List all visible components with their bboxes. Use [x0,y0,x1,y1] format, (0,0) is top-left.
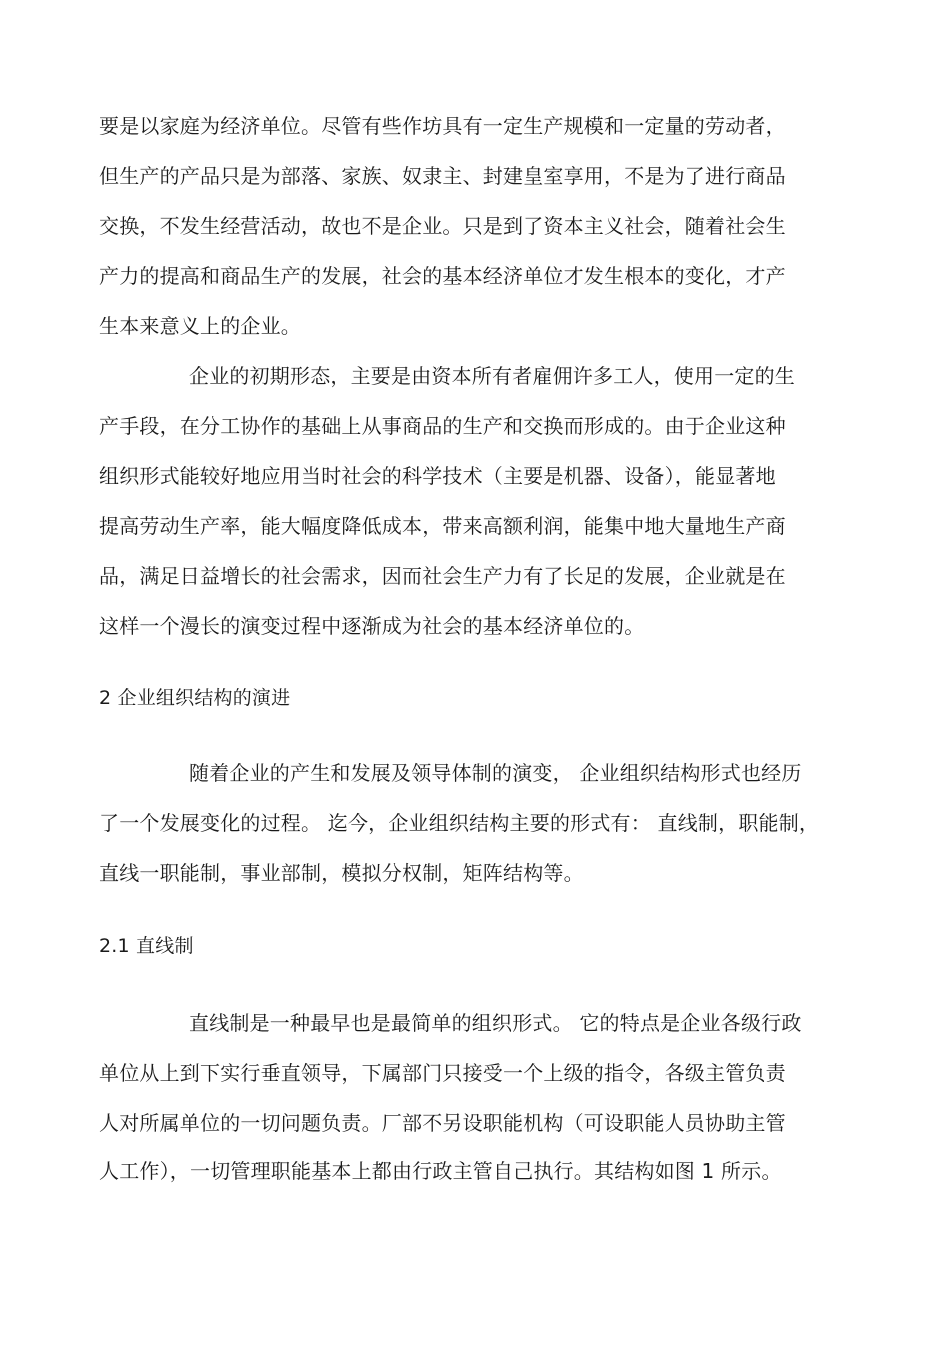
paragraph-1-line-5: 生本来意义上的企业。 [99,314,301,338]
paragraph-1-line-2: 但生产的产品只是为部落、家族、奴隶主、封建皇室享用，不是为了进行商品 [99,164,786,188]
section-2-1-line-1: 直线制是一种最早也是最简单的组织形式。 它的特点是企业各级行政 [189,1011,802,1035]
paragraph-2-line-1: 企业的初期形态，主要是由资本所有者雇佣许多工人，使用一定的生 [189,364,795,388]
paragraph-2-line-4: 提高劳动生产率，能大幅度降低成本，带来高额利润，能集中地大量地生产商 [99,514,786,538]
section-2-1-heading: 2.1 直线制 [99,935,194,957]
section-2-1-line-2: 单位从上到下实行垂直领导，下属部门只接受一个上级的指令，各级主管负责 [99,1061,786,1085]
paragraph-1-line-1: 要是以家庭为经济单位。尽管有些作坊具有一定生产规模和一定量的劳动者， [99,114,786,138]
paragraph-1-line-4: 产力的提高和商品生产的发展，社会的基本经济单位才发生根本的变化，才产 [99,264,786,288]
paragraph-2-line-5: 品，满足日益增长的社会需求，因而社会生产力有了长足的发展，企业就是在 [99,564,786,588]
section-2-line-1: 随着企业的产生和发展及领导体制的演变， 企业组织结构形式也经历 [189,761,802,785]
paragraph-1-line-3: 交换，不发生经营活动，故也不是企业。只是到了资本主义社会，随着社会生 [99,214,786,238]
section-2-1-line-3: 人对所属单位的一切问题负责。厂部不另设职能机构（可设职能人员协助主管 [99,1111,786,1135]
section-2-line-3: 直线一职能制，事业部制，模拟分权制，矩阵结构等。 [99,861,584,885]
paragraph-2-line-2: 产手段，在分工协作的基础上从事商品的生产和交换而形成的。由于企业这种 [99,414,786,438]
section-2-line-2: 了一个发展变化的过程。 迄今，企业组织结构主要的形式有： 直线制，职能制， [99,811,820,835]
paragraph-2-line-3: 组织形式能较好地应用当时社会的科学技术（主要是机器、设备），能显著地 [99,464,776,488]
paragraph-2-line-6: 这样一个漫长的演变过程中逐渐成为社会的基本经济单位的。 [99,614,645,638]
section-2-heading: 2 企业组织结构的演进 [99,687,291,709]
section-2-1-line-4: 人工作），一切管理职能基本上都由行政主管自己执行。其结构如图 1 所示。 [99,1159,782,1183]
